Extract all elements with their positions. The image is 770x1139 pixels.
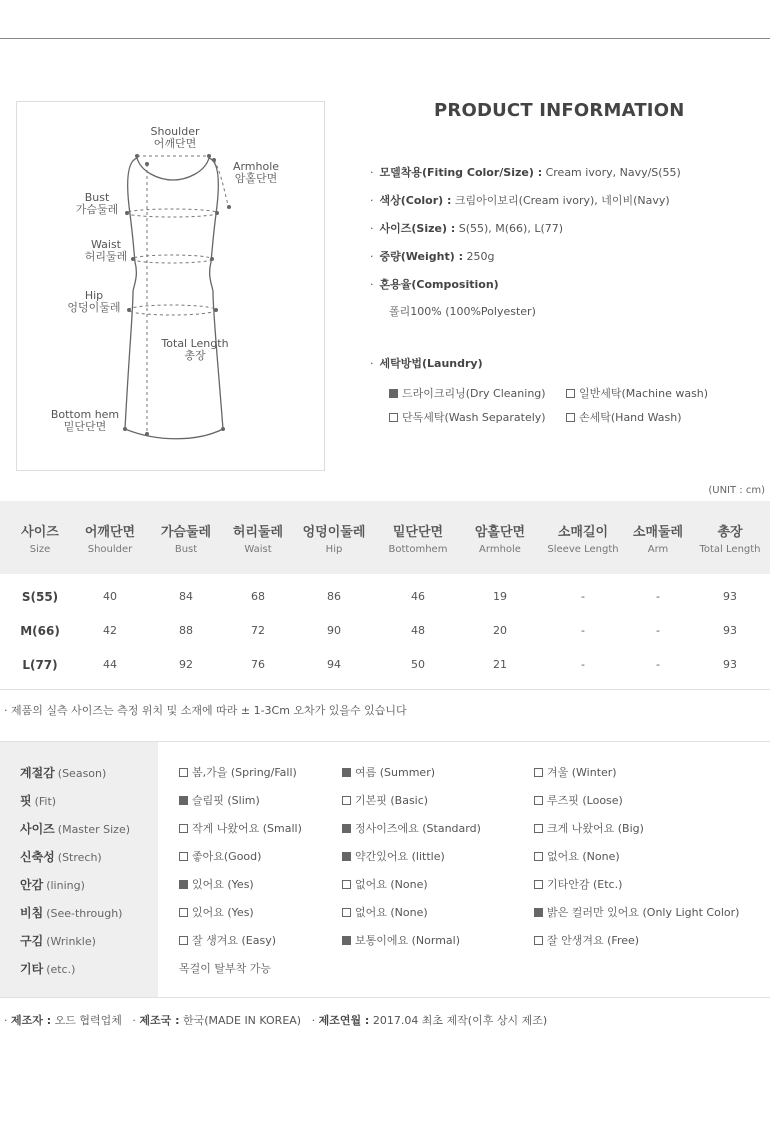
unchecked-box-icon — [534, 768, 543, 777]
info-color: · 색상(Color) : 크림아이보리(Cream ivory), 네이비(Navy) — [370, 194, 670, 207]
size-header-ko: 가슴둘레 — [160, 525, 212, 540]
detail-option — [342, 871, 428, 899]
detail-key — [20, 871, 85, 900]
diagram-label-shoulder-en: Shoulder — [150, 125, 200, 138]
size-cell: 40 — [103, 590, 117, 603]
checked-box-icon — [179, 796, 188, 805]
size-cell: 21 — [493, 658, 507, 671]
size-cell: 68 — [251, 590, 265, 603]
detail-option-label: 있어요 (Yes) — [192, 878, 254, 891]
country-label: 제조국 : — [139, 1014, 180, 1027]
size-cell: 93 — [723, 590, 737, 603]
product-info-title: PRODUCT INFORMATION — [434, 100, 685, 121]
detail-option — [534, 927, 639, 955]
detail-row — [0, 843, 770, 871]
size-header-cell — [292, 501, 376, 574]
detail-key-en: (See-through) — [46, 907, 123, 920]
size-table-row — [0, 614, 770, 648]
detail-option-label: 여름 (Summer) — [355, 766, 436, 779]
size-row-label: L(77) — [22, 658, 58, 672]
diagram-label-hip — [59, 290, 129, 314]
checkbox-machine-wash — [566, 389, 575, 398]
unchecked-box-icon — [179, 852, 188, 861]
detail-key-en: (Master Size) — [57, 823, 131, 836]
detail-option — [179, 787, 260, 815]
detail-option — [179, 843, 261, 871]
size-header-cell — [376, 501, 460, 574]
size-header-en: Arm — [647, 544, 669, 555]
size-header-cell — [0, 501, 80, 574]
detail-option — [342, 843, 445, 871]
laundry-option-label: 단독세탁(Wash Separately) — [402, 411, 546, 424]
laundry-option-hand-wash — [566, 409, 682, 425]
detail-option-label: 겨울 (Winter) — [547, 766, 617, 779]
detail-option — [179, 815, 302, 843]
size-table-row — [0, 580, 770, 614]
maker-value: 오드 협력업체 — [51, 1014, 122, 1027]
info-size-value: S(55), M(66), L(77) — [455, 222, 564, 235]
size-header-cell — [150, 501, 222, 574]
checked-box-icon — [342, 824, 351, 833]
detail-option-label: 슬림핏 (Slim) — [192, 794, 260, 807]
info-laundry: · 세탁방법(Laundry) — [370, 357, 483, 370]
laundry-option-machine-wash — [566, 385, 708, 401]
detail-option-label: 없어요 (None) — [355, 878, 428, 891]
size-table-row — [0, 648, 770, 682]
detail-row — [0, 815, 770, 843]
size-header-en: Hip — [325, 544, 343, 555]
diagram-label-hip-ko: 엉덩이둘레 — [67, 301, 121, 314]
size-cell: - — [656, 590, 660, 603]
size-cell: 48 — [411, 624, 425, 637]
info-weight-value: 250g — [462, 250, 495, 263]
size-header-cell — [540, 501, 626, 574]
size-header-cell — [222, 501, 294, 574]
detail-key-en: (etc.) — [46, 963, 76, 976]
detail-option-label: 봄,가을 (Spring/Fall) — [192, 766, 297, 779]
size-cell: - — [581, 624, 585, 637]
detail-key — [20, 955, 75, 984]
detail-option — [534, 899, 739, 927]
detail-key — [20, 843, 102, 872]
size-header-ko: 암홀단면 — [474, 525, 526, 540]
detail-key-en: (Wrinkle) — [46, 935, 96, 948]
info-size: · 사이즈(Size) : S(55), M(66), L(77) — [370, 222, 564, 235]
size-header-ko: 어깨단면 — [84, 525, 136, 540]
diagram-label-armhole-en: Armhole — [232, 160, 280, 173]
detail-key — [20, 815, 130, 844]
size-header-en: Bottomhem — [388, 544, 448, 555]
size-cell: 86 — [327, 590, 341, 603]
checkbox-hand-wash — [566, 413, 575, 422]
info-composition-label: 혼용율(Composition) — [379, 278, 499, 291]
detail-table — [0, 742, 770, 997]
size-header-cell — [460, 501, 540, 574]
detail-option-label: 잘 안생겨요 (Free) — [547, 934, 640, 947]
checkbox-dry-cleaning — [389, 389, 398, 398]
diagram-label-bust-en: Bust — [84, 191, 110, 204]
detail-option-label: 잘 생겨요 (Easy) — [192, 934, 277, 947]
size-cell: 46 — [411, 590, 425, 603]
detail-option-label: 보통이에요 (Normal) — [355, 934, 461, 947]
laundry-option-label: 드라이크리닝(Dry Cleaning) — [402, 387, 546, 400]
checked-box-icon — [179, 880, 188, 889]
detail-key-en: (Strech) — [57, 851, 102, 864]
unchecked-box-icon — [342, 796, 351, 805]
detail-option — [179, 899, 254, 927]
unchecked-box-icon — [179, 768, 188, 777]
info-composition-value: 폴리100% (100%Polyester) — [389, 305, 536, 318]
garment-diagram — [16, 101, 325, 471]
detail-option — [534, 815, 644, 843]
detail-option — [179, 927, 276, 955]
size-header-ko: 사이즈 — [21, 525, 59, 540]
detail-option — [342, 899, 428, 927]
detail-option-label: 약간있어요 (little) — [355, 850, 445, 863]
size-header-ko: 허리둘레 — [232, 525, 284, 540]
detail-key — [20, 787, 56, 816]
checked-box-icon — [342, 768, 351, 777]
checkbox-wash-separately — [389, 413, 398, 422]
detail-row — [0, 899, 770, 927]
detail-row — [0, 787, 770, 815]
detail-option-label: 루즈핏 (Loose) — [547, 794, 623, 807]
info-color-value: 크림아이보리(Cream ivory), 네이비(Navy) — [451, 194, 670, 207]
detail-row — [0, 927, 770, 955]
unchecked-box-icon — [534, 852, 543, 861]
size-cell: 92 — [179, 658, 193, 671]
size-cell: - — [656, 624, 660, 637]
maker-label: 제조자 : — [11, 1014, 52, 1027]
detail-key-ko: 구김 — [20, 934, 44, 948]
unchecked-box-icon — [179, 936, 188, 945]
size-cell: 50 — [411, 658, 425, 671]
detail-row — [0, 871, 770, 899]
detail-key-ko: 기타 — [20, 962, 44, 976]
top-divider — [0, 38, 770, 39]
info-composition: · 혼용율(Composition) — [370, 278, 499, 291]
unchecked-box-icon — [534, 936, 543, 945]
unchecked-box-icon — [534, 880, 543, 889]
diagram-label-bust — [69, 192, 125, 216]
detail-row — [0, 759, 770, 787]
size-cell: 84 — [179, 590, 193, 603]
unchecked-box-icon — [179, 824, 188, 833]
detail-key-ko: 안감 — [20, 878, 44, 892]
date-value: 2017.04 최초 제작(이후 상시 제조) — [369, 1014, 548, 1027]
detail-option-label: 있어요 (Yes) — [192, 906, 254, 919]
unit-label: (UNIT : cm) — [708, 485, 765, 496]
size-cell: 19 — [493, 590, 507, 603]
detail-option-label: 없어요 (None) — [547, 850, 620, 863]
detail-option — [342, 759, 435, 787]
size-header-ko: 밑단단면 — [392, 525, 444, 540]
detail-option-label: 없어요 (None) — [355, 906, 428, 919]
detail-key-ko: 계절감 — [20, 766, 55, 780]
size-tolerance-note: · 제품의 실측 사이즈는 측정 위치 및 소재에 따라 ± 1-3Cm 오차가 있을수 있습니다 — [4, 704, 407, 717]
laundry-option-label: 손세탁(Hand Wash) — [579, 411, 682, 424]
size-row-label: M(66) — [20, 624, 60, 638]
detail-option-label: 크게 나왔어요 (Big) — [547, 822, 644, 835]
country-value: 한국(MADE IN KOREA) — [179, 1014, 302, 1027]
detail-option-label: 기본핏 (Basic) — [355, 794, 429, 807]
diagram-label-shoulder — [145, 126, 205, 150]
detail-key-ko: 신축성 — [20, 850, 55, 864]
divider — [0, 689, 770, 690]
detail-option-label: 정사이즈에요 (Standard) — [355, 822, 481, 835]
detail-option — [342, 927, 460, 955]
detail-key — [20, 899, 122, 928]
info-fitting-value: Cream ivory, Navy/S(55) — [542, 166, 681, 179]
manufacturer-info: · 제조자 : 오드 협력업체 · 제조국 : 한국(MADE IN KOREA) · 제조연월 : 2017.04 최초 제작(이후 상시 제조) — [4, 1014, 548, 1027]
diagram-label-total-length-ko: 총장 — [184, 349, 206, 362]
diagram-label-armhole-ko: 암홀단면 — [234, 172, 278, 185]
date-label: 제조연월 : — [318, 1014, 370, 1027]
detail-option — [342, 815, 481, 843]
checked-box-icon — [534, 908, 543, 917]
info-color-label: 색상(Color) : — [379, 194, 452, 207]
unchecked-box-icon — [342, 908, 351, 917]
size-header-ko: 엉덩이둘레 — [302, 525, 366, 540]
diagram-label-bust-ko: 가슴둘레 — [75, 203, 119, 216]
unchecked-box-icon — [534, 796, 543, 805]
detail-option-label: 좋아요(Good) — [192, 850, 262, 863]
divider — [0, 997, 770, 998]
size-cell: 76 — [251, 658, 265, 671]
diagram-label-shoulder-ko: 어깨단면 — [153, 137, 197, 150]
size-cell: 90 — [327, 624, 341, 637]
detail-key — [20, 927, 96, 956]
size-cell: 88 — [179, 624, 193, 637]
info-fitting-label: 모델착용(Fiting Color/Size) : — [379, 166, 543, 179]
size-cell: - — [581, 658, 585, 671]
detail-option-label: 작게 나왔어요 (Small) — [192, 822, 302, 835]
size-header-en: Shoulder — [87, 544, 133, 555]
unchecked-box-icon — [534, 824, 543, 833]
size-header-ko: 소매둘레 — [632, 525, 684, 540]
size-cell: 93 — [723, 658, 737, 671]
diagram-label-bottom-hem — [47, 409, 123, 433]
size-header-en: Size — [29, 544, 51, 555]
size-header-en: Bust — [174, 544, 198, 555]
laundry-option-dry-cleaning — [389, 385, 546, 401]
size-cell: 44 — [103, 658, 117, 671]
laundry-option-wash-separately — [389, 409, 546, 425]
detail-row — [0, 955, 770, 983]
size-cell: 72 — [251, 624, 265, 637]
detail-key-ko: 사이즈 — [20, 822, 55, 836]
diagram-label-total-length — [155, 338, 235, 362]
diagram-label-hip-en: Hip — [84, 289, 104, 302]
size-cell: - — [581, 590, 585, 603]
info-fitting: · 모델착용(Fiting Color/Size) : Cream ivory, Navy/S(55) — [370, 166, 681, 179]
info-size-label: 사이즈(Size) : — [379, 222, 456, 235]
diagram-label-waist-en: Waist — [90, 238, 121, 251]
detail-key-ko: 핏 — [20, 794, 32, 808]
size-header-en: Total Length — [699, 544, 761, 555]
diagram-label-total-length-en: Total Length — [161, 337, 229, 350]
detail-option — [179, 871, 254, 899]
size-header-cell — [70, 501, 150, 574]
detail-key-en: (lining) — [46, 879, 85, 892]
diagram-label-waist-ko: 허리둘레 — [84, 250, 128, 263]
unchecked-box-icon — [179, 908, 188, 917]
size-header-cell — [626, 501, 690, 574]
detail-option-label: 기타안감 (Etc.) — [547, 878, 623, 891]
info-laundry-label: 세탁방법(Laundry) — [379, 357, 483, 370]
diagram-label-bottom-hem-en: Bottom hem — [50, 408, 120, 421]
laundry-option-label: 일반세탁(Machine wash) — [579, 387, 709, 400]
detail-key-ko: 비침 — [20, 906, 44, 920]
size-cell: - — [656, 658, 660, 671]
checked-box-icon — [342, 936, 351, 945]
detail-option-label: 밝은 컬러만 있어요 (Only Light Color) — [547, 906, 740, 919]
diagram-label-bottom-hem-ko: 밑단단면 — [63, 420, 107, 433]
diagram-label-waist — [78, 239, 134, 263]
detail-option — [179, 759, 297, 787]
size-header-ko: 총장 — [717, 525, 743, 540]
size-header-en: Waist — [244, 544, 272, 555]
size-cell: 42 — [103, 624, 117, 637]
info-weight: · 중량(Weight) : 250g — [370, 250, 495, 263]
size-table — [0, 501, 770, 672]
size-cell: 20 — [493, 624, 507, 637]
size-header-ko: 소매길이 — [557, 525, 609, 540]
diagram-label-armhole — [228, 161, 284, 185]
detail-option — [534, 787, 623, 815]
detail-text: 목걸이 탈부착 가능 — [179, 962, 272, 975]
info-weight-label: 중량(Weight) : — [379, 250, 463, 263]
detail-key-en: (Fit) — [34, 795, 57, 808]
unchecked-box-icon — [342, 880, 351, 889]
size-cell: 94 — [327, 658, 341, 671]
detail-option — [534, 871, 622, 899]
size-header-cell — [690, 501, 770, 574]
detail-option — [534, 759, 617, 787]
checked-box-icon — [342, 852, 351, 861]
detail-option — [534, 843, 620, 871]
size-table-header — [0, 501, 770, 574]
detail-key — [20, 759, 106, 788]
size-header-en: Sleeve Length — [547, 544, 619, 555]
size-cell: 93 — [723, 624, 737, 637]
size-row-label: S(55) — [21, 590, 59, 604]
detail-option — [342, 787, 428, 815]
detail-key-en: (Season) — [57, 767, 107, 780]
size-header-en: Armhole — [479, 544, 521, 555]
